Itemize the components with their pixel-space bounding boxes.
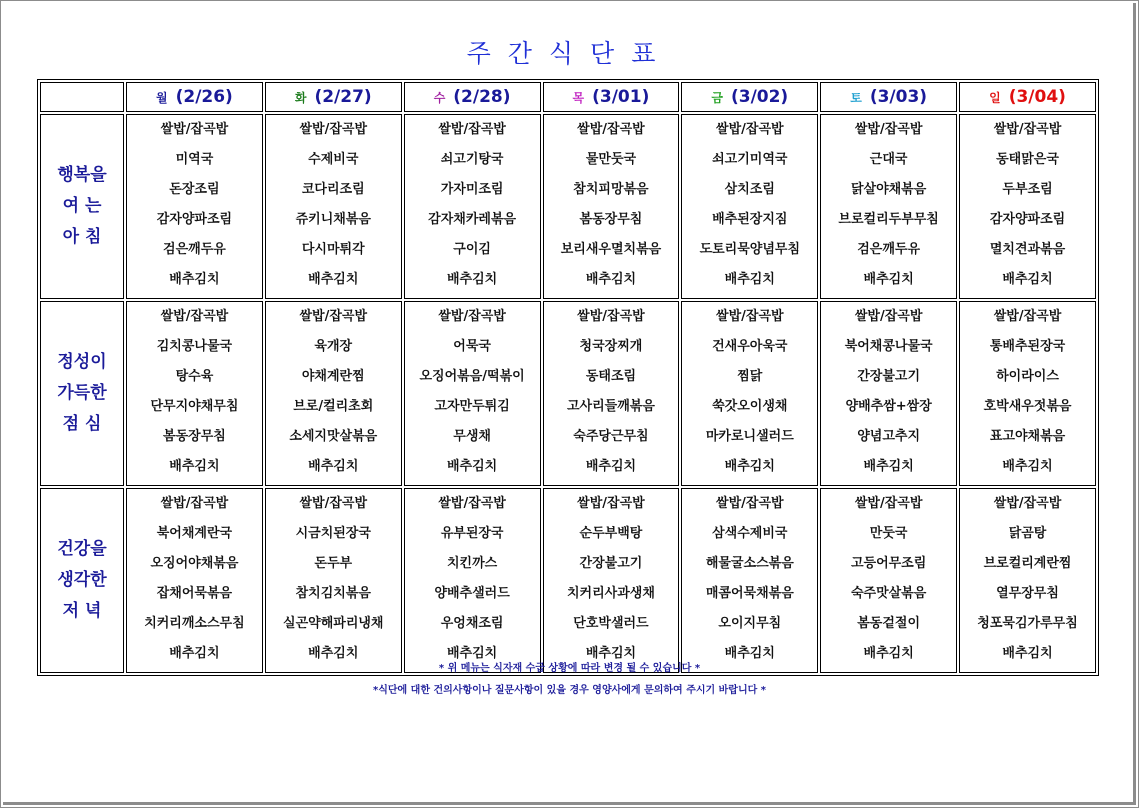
menu-cell (265, 114, 402, 299)
dish-item: 배추김치 (724, 272, 775, 287)
dish-item: 배추김치 (308, 459, 359, 474)
meal-label (40, 488, 124, 673)
dish-item: 북어채계란국 (156, 526, 233, 541)
dish-list (682, 115, 817, 298)
dish-item: 수제비국 (308, 152, 359, 167)
day-label (989, 87, 1066, 107)
menu-cell (959, 488, 1096, 673)
dish-item: 배추김치 (446, 646, 498, 661)
dish-item: 쌀밥/잡곡밥 (160, 496, 229, 511)
dish-item: 배추김치 (308, 646, 359, 661)
dish-item: 오이지무침 (718, 616, 782, 631)
dish-item: 양배추샐러드 (434, 586, 510, 601)
meal-label-line: 생각한 (57, 570, 107, 590)
dish-item: 단호박샐러드 (573, 616, 649, 631)
dish-list (127, 115, 262, 298)
day-header-4 (681, 82, 818, 112)
day-date: (2/28) (453, 87, 511, 108)
dish-item: 순두부백탕 (579, 526, 643, 541)
dish-item: 배추김치 (169, 646, 220, 661)
dish-item: 쑥갓오이생채 (712, 399, 788, 414)
dish-item: 김치콩나물국 (156, 339, 233, 354)
dish-item: 잡채어묵볶음 (156, 586, 233, 601)
dish-item: 육개장 (314, 339, 353, 354)
dish-item: 쌀밥/잡곡밥 (577, 496, 645, 511)
dish-item: 쌀밥/잡곡밥 (716, 122, 784, 137)
dish-item: 쌀밥/잡곡밥 (577, 309, 645, 324)
dish-item: 만둣국 (869, 526, 908, 541)
dish-item: 검은깨두유 (857, 242, 921, 257)
dish-item: 삼치조림 (724, 182, 775, 197)
dish-item: 소세지맛살볶음 (289, 429, 378, 444)
dish-list (821, 115, 956, 298)
dish-item: 봄동장무침 (163, 429, 226, 444)
dish-item: 배추김치 (446, 459, 498, 474)
dish-list (821, 302, 956, 485)
dish-list (127, 302, 262, 485)
dish-item: 쌀밥/잡곡밥 (716, 309, 784, 324)
dish-item: 오징어야채볶음 (150, 556, 239, 571)
day-header-6 (959, 82, 1096, 112)
meal-label (40, 301, 124, 486)
dish-item: 유부된장국 (440, 526, 504, 541)
dish-item: 무생채 (453, 429, 491, 444)
dish-item: 브로/컬리초회 (293, 399, 374, 414)
corner-cell (40, 82, 124, 112)
dish-list (544, 115, 679, 298)
dish-item: 배추김치 (1002, 646, 1053, 661)
dish-item: 동태조림 (585, 369, 637, 384)
weekday-icon: 월 (156, 90, 168, 105)
dish-list (821, 489, 956, 672)
day-label (850, 87, 927, 107)
dish-list (960, 302, 1095, 485)
menu-cell (126, 114, 263, 299)
dish-item: 미역국 (175, 152, 214, 167)
menu-cell (404, 488, 541, 673)
dish-item: 고등어무조림 (850, 556, 927, 571)
dish-list (405, 115, 540, 298)
day-label (573, 87, 650, 107)
day-label (434, 87, 511, 107)
dish-list (127, 489, 262, 672)
dish-item: 양념고추지 (857, 429, 921, 444)
dish-item: 쌀밥/잡곡밥 (438, 122, 506, 137)
dish-item: 해물굴소스볶음 (705, 556, 794, 571)
meal-row (40, 301, 1096, 486)
dish-item: 닭곰탕 (1008, 526, 1047, 541)
dish-item: 쌀밥/잡곡밥 (299, 496, 368, 511)
menu-cell (404, 114, 541, 299)
menu-cell (404, 301, 541, 486)
dish-item: 오징어볶음/떡볶이 (419, 369, 525, 384)
dish-item: 쌀밥/잡곡밥 (854, 122, 923, 137)
dish-item: 쥬키니채볶음 (295, 212, 371, 227)
dish-item: 배추김치 (863, 459, 914, 474)
notice-change: * 위 메뉴는 식자재 수급 상황에 따라 변경 될 수 있습니다 * (438, 663, 701, 674)
dish-item: 가자미조림 (440, 182, 504, 197)
dish-list (682, 302, 817, 485)
dish-item: 배추김치 (585, 459, 637, 474)
dish-item: 치커리깨소스무침 (144, 616, 245, 631)
dish-item: 배추김치 (863, 646, 914, 661)
dish-item: 감자양파조림 (156, 212, 233, 227)
dish-item: 쌀밥/잡곡밥 (160, 309, 229, 324)
dish-item: 호박새우젓볶음 (983, 399, 1072, 414)
dish-item: 참치피망볶음 (573, 182, 649, 197)
meal-label-line: 행복을 (57, 165, 107, 185)
day-header-1 (265, 82, 402, 112)
weekday-icon: 금 (711, 90, 723, 105)
dish-item: 배추김치 (724, 646, 775, 661)
dish-item: 배추김치 (585, 646, 637, 661)
day-date: (3/04) (1008, 87, 1066, 108)
dish-list (960, 115, 1095, 298)
dish-item: 북어채콩나물국 (844, 339, 933, 354)
menu-cell (265, 301, 402, 486)
dish-item: 배추김치 (724, 459, 775, 474)
dish-item: 쌀밥/잡곡밥 (299, 122, 368, 137)
dish-item: 우엉채조림 (440, 616, 504, 631)
dish-item: 배추김치 (1002, 272, 1053, 287)
weekly-menu-table (37, 79, 1099, 676)
meal-label-line: 정성이 (57, 352, 107, 372)
meal-label (40, 114, 124, 299)
meal-row (40, 114, 1096, 299)
dish-item: 근대국 (869, 152, 908, 167)
dish-item: 브로컬리계란찜 (983, 556, 1072, 571)
weekday-icon: 목 (572, 90, 585, 105)
dish-item: 배추김치 (169, 272, 220, 287)
menu-cell (126, 488, 263, 673)
menu-cell (543, 301, 680, 486)
dish-item: 쌀밥/잡곡밥 (577, 122, 645, 137)
dish-item: 동태맑은국 (996, 152, 1059, 167)
dish-item: 시금치된장국 (295, 526, 371, 541)
dish-item: 멸치견과볶음 (989, 242, 1066, 257)
dish-item: 배추김치 (1002, 459, 1053, 474)
dish-item: 마카로니샐러드 (705, 429, 794, 444)
dish-item: 어묵국 (453, 339, 491, 354)
menu-cell (681, 488, 818, 673)
day-date: (3/02) (730, 87, 789, 108)
menu-cell (543, 114, 680, 299)
dish-item: 쌀밥/잡곡밥 (438, 309, 506, 324)
dish-item: 배추김치 (308, 272, 359, 287)
dish-item: 간장불고기 (579, 556, 643, 571)
notice-contact: *식단에 대한 건의사항이나 질문사항이 있을 경우 영양사에게 문의하여 주시기 바랍니다 * (372, 685, 767, 696)
dish-item: 참치김치볶음 (295, 586, 371, 601)
day-date: (2/27) (314, 87, 372, 108)
dish-item: 감자채카레볶음 (428, 212, 517, 227)
dish-item: 건새우아욱국 (712, 339, 788, 354)
day-header-3 (543, 82, 680, 112)
dish-list (266, 489, 401, 672)
menu-cell (820, 488, 957, 673)
dish-item: 쌀밥/잡곡밥 (993, 496, 1062, 511)
dish-item: 열무장무침 (996, 586, 1059, 601)
dish-item: 탕수육 (175, 369, 214, 384)
dish-item: 다시마튀각 (301, 242, 365, 257)
meal-label-line: 아 침 (62, 227, 102, 247)
dish-item: 쇠고기미역국 (712, 152, 788, 167)
dish-list (266, 302, 401, 485)
dish-item: 두부조림 (1002, 182, 1053, 197)
dish-item: 통배추된장국 (989, 339, 1066, 354)
dish-item: 쌀밥/잡곡밥 (438, 496, 506, 511)
menu-cell (959, 114, 1096, 299)
meal-label-line: 가득한 (57, 383, 107, 403)
menu-cell (820, 114, 957, 299)
dish-item: 단무지야채무침 (150, 399, 239, 414)
day-header-row (40, 82, 1096, 112)
day-date: (3/03) (869, 87, 928, 108)
dish-item: 쌀밥/잡곡밥 (854, 309, 923, 324)
dish-item: 치커리사과생채 (567, 586, 655, 601)
day-label (156, 87, 233, 107)
dish-item: 숙주맛살볶음 (850, 586, 927, 601)
dish-item: 쌀밥/잡곡밥 (993, 309, 1062, 324)
meal-label-line: 저 녁 (62, 601, 102, 621)
menu-cell (681, 301, 818, 486)
menu-cell (681, 114, 818, 299)
day-date: (2/26) (175, 87, 233, 108)
dish-item: 배추김치 (863, 272, 914, 287)
dish-item: 고자만두튀김 (434, 399, 510, 414)
dish-item: 닭살야채볶음 (850, 182, 927, 197)
weekday-icon: 토 (850, 90, 862, 105)
day-header-2 (404, 82, 541, 112)
dish-item: 검은깨두유 (163, 242, 226, 257)
dish-item: 하이라이스 (996, 369, 1059, 384)
dish-list (405, 489, 540, 672)
meal-row (40, 488, 1096, 673)
dish-item: 브로컬리두부무침 (838, 212, 939, 227)
menu-cell (959, 301, 1096, 486)
dish-item: 표고야채볶음 (989, 429, 1066, 444)
dish-item: 쇠고기탕국 (440, 152, 504, 167)
meal-label-line: 점 심 (62, 414, 102, 434)
dish-item: 삼색수제비국 (712, 526, 788, 541)
meal-label-line: 건강을 (57, 539, 107, 559)
dish-list (544, 302, 679, 485)
dish-item: 청국장찌개 (579, 339, 643, 354)
dish-item: 간장불고기 (857, 369, 921, 384)
dish-list (682, 489, 817, 672)
meal-label-line: 여 는 (62, 196, 102, 216)
dish-item: 봄동겉절이 (857, 616, 921, 631)
day-label (295, 87, 372, 107)
dish-item: 쌀밥/잡곡밥 (993, 122, 1062, 137)
menu-cell (820, 301, 957, 486)
menu-cell (543, 488, 680, 673)
dish-item: 돈두부 (314, 556, 353, 571)
dish-item: 고사리들깨볶음 (567, 399, 655, 414)
dish-item: 매콤어묵채볶음 (705, 586, 794, 601)
dish-list (960, 489, 1095, 672)
dish-list (544, 489, 679, 672)
dish-item: 쌀밥/잡곡밥 (299, 309, 368, 324)
dish-list (405, 302, 540, 485)
dish-item: 쌀밥/잡곡밥 (716, 496, 784, 511)
dish-item: 야채계란찜 (301, 369, 365, 384)
dish-item: 돈장조림 (169, 182, 220, 197)
dish-item: 감자양파조림 (989, 212, 1066, 227)
day-date: (3/01) (592, 87, 650, 108)
dish-item: 도토리묵양념무침 (699, 242, 801, 257)
dish-item: 배추김치 (585, 272, 637, 287)
weekday-icon: 수 (433, 90, 446, 105)
page-title: 주간식단표 (466, 39, 673, 68)
dish-item: 쌀밥/잡곡밥 (854, 496, 923, 511)
weekday-icon: 화 (294, 90, 307, 105)
menu-cell (126, 301, 263, 486)
dish-item: 숙주당근무침 (573, 429, 649, 444)
day-label (711, 87, 788, 107)
dish-item: 실곤약해파리냉채 (283, 616, 384, 631)
dish-item: 배추김치 (446, 272, 498, 287)
dish-item: 구이김 (453, 242, 491, 257)
dish-item: 청포묵김가루무침 (977, 616, 1078, 631)
dish-item: 양배추쌈+쌈장 (845, 399, 932, 414)
dish-item: 찜닭 (737, 369, 763, 384)
dish-item: 배추김치 (169, 459, 220, 474)
weekday-icon: 일 (989, 90, 1001, 105)
dish-item: 보리새우멸치볶음 (560, 242, 662, 257)
day-header-5 (820, 82, 957, 112)
dish-item: 봄동장무침 (579, 212, 643, 227)
dish-item: 치킨까스 (446, 556, 498, 571)
dish-item: 코다리조림 (301, 182, 365, 197)
dish-list (266, 115, 401, 298)
dish-item: 배추된장지짐 (712, 212, 788, 227)
dish-item: 물만둣국 (585, 152, 637, 167)
dish-item: 쌀밥/잡곡밥 (160, 122, 229, 137)
day-header-0 (126, 82, 263, 112)
menu-cell (265, 488, 402, 673)
